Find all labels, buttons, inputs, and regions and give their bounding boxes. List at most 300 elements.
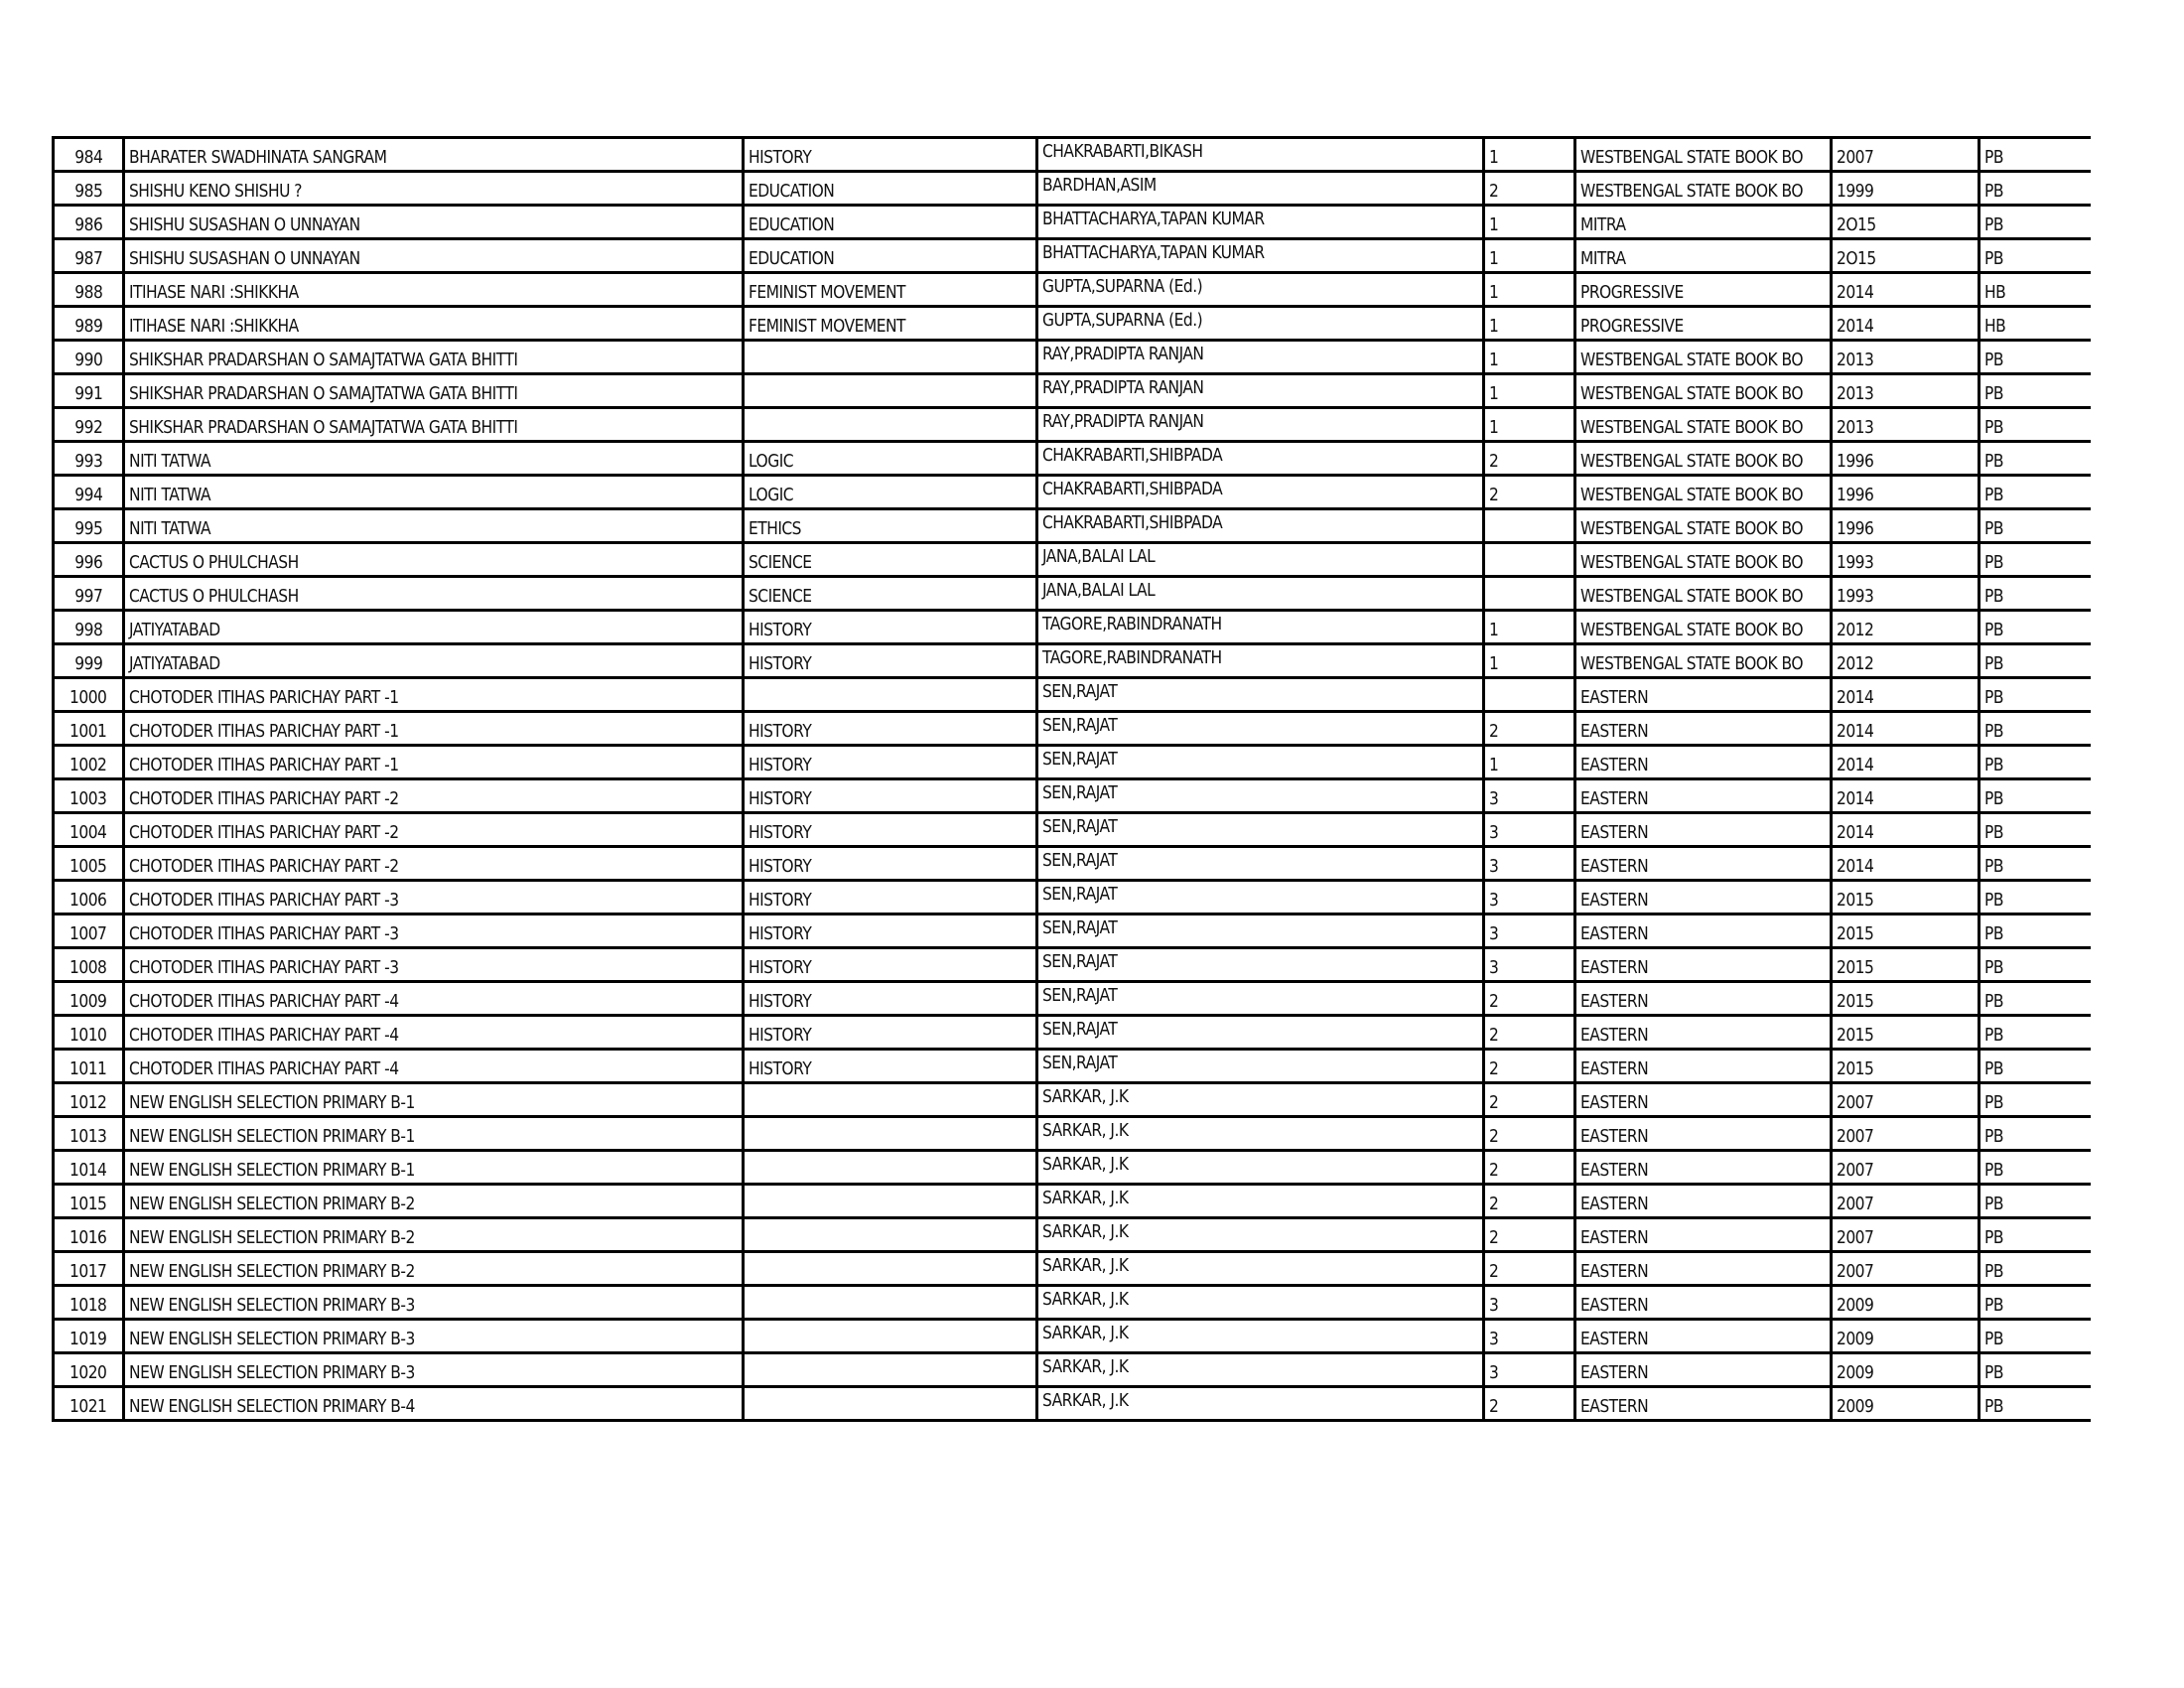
cell-title-text: NEW ENGLISH SELECTION PRIMARY B-2 [129, 1194, 415, 1214]
cell-year [1832, 1151, 1979, 1185]
cell-title-text: SHISHU SUSASHAN O UNNAYAN [129, 248, 360, 269]
cell-year-text: 2014 [1837, 316, 1874, 337]
cell-binding-text: PB [1984, 417, 2003, 438]
cell-copies-text: 2 [1489, 1227, 1499, 1248]
cell-binding [1979, 239, 2091, 273]
cell-year [1832, 914, 1979, 948]
cell-author [1037, 543, 1484, 577]
cell-number-text: 1003 [69, 788, 107, 809]
cell-year [1832, 1083, 1979, 1117]
cell-number-text: 1014 [69, 1160, 107, 1181]
table-row [54, 712, 2091, 746]
cell-publisher-text: EASTERN [1580, 1362, 1649, 1383]
cell-subject [744, 813, 1037, 847]
cell-publisher [1575, 577, 1832, 611]
cell-author [1037, 847, 1484, 881]
cell-publisher [1575, 1387, 1832, 1421]
cell-title-text: CHOTODER ITIHAS PARICHAY PART -1 [129, 755, 399, 775]
cell-author [1037, 509, 1484, 543]
cell-year-text: 2014 [1837, 822, 1874, 843]
cell-number-text: 1007 [69, 923, 107, 944]
cell-binding [1979, 611, 2091, 644]
cell-binding-text: PB [1984, 721, 2003, 742]
cell-author-text: SARKAR, J.K [1042, 1255, 1129, 1276]
cell-number-text: 984 [73, 147, 103, 168]
cell-number [54, 948, 124, 982]
cell-year [1832, 206, 1979, 239]
cell-year [1832, 341, 1979, 374]
cell-author-text: SEN,RAJAT [1042, 749, 1118, 770]
table-row [54, 611, 2091, 644]
cell-number-text: 1018 [69, 1295, 107, 1316]
cell-number-text: 992 [73, 417, 103, 438]
cell-number-text: 995 [73, 518, 103, 539]
cell-publisher-text: EASTERN [1580, 890, 1649, 911]
cell-title [124, 847, 744, 881]
cell-copies-text: 1 [1489, 620, 1499, 640]
cell-binding-text: PB [1984, 1160, 2003, 1181]
cell-subject-text: HISTORY [749, 1025, 812, 1046]
cell-publisher [1575, 813, 1832, 847]
cell-publisher [1575, 408, 1832, 442]
cell-number-text: 1021 [69, 1396, 107, 1417]
cell-publisher [1575, 1117, 1832, 1151]
cell-author [1037, 1387, 1484, 1421]
cell-copies [1484, 1252, 1575, 1286]
cell-author-text: GUPTA,SUPARNA (Ed.) [1042, 276, 1203, 297]
cell-year [1832, 678, 1979, 712]
cell-binding [1979, 172, 2091, 206]
cell-number-text: 996 [73, 552, 103, 573]
book-list-table [52, 136, 2091, 1422]
cell-publisher-text: WESTBENGAL STATE BOOK BO [1580, 451, 1804, 472]
cell-copies [1484, 273, 1575, 307]
cell-subject [744, 442, 1037, 476]
cell-author [1037, 746, 1484, 779]
cell-title-text: SHIKSHAR PRADARSHAN O SAMAJTATWA GATA BHITTI [129, 417, 518, 438]
cell-copies-text: 2 [1489, 451, 1499, 472]
cell-author [1037, 577, 1484, 611]
cell-binding-text: PB [1984, 383, 2003, 404]
cell-title [124, 543, 744, 577]
cell-binding-text: PB [1984, 755, 2003, 775]
cell-binding-text: PB [1984, 1295, 2003, 1316]
cell-author [1037, 1353, 1484, 1387]
cell-number [54, 1016, 124, 1050]
cell-subject-text: HISTORY [749, 856, 812, 877]
cell-title-text: NEW ENGLISH SELECTION PRIMARY B-1 [129, 1092, 415, 1113]
cell-year-text: 2014 [1837, 687, 1874, 708]
cell-binding [1979, 307, 2091, 341]
cell-publisher-text: WESTBENGAL STATE BOOK BO [1580, 552, 1804, 573]
cell-author [1037, 1185, 1484, 1218]
cell-publisher [1575, 982, 1832, 1016]
cell-copies [1484, 307, 1575, 341]
cell-binding-text: PB [1984, 485, 2003, 505]
cell-title-text: JATIYATABAD [129, 620, 220, 640]
cell-title-text: CHOTODER ITIHAS PARICHAY PART -1 [129, 721, 399, 742]
cell-title-text: ITIHASE NARI :SHIKKHA [129, 316, 299, 337]
cell-year-text: 2O15 [1837, 248, 1876, 269]
table-row [54, 847, 2091, 881]
cell-subject [744, 1387, 1037, 1421]
cell-number-text: 990 [73, 350, 103, 370]
cell-copies [1484, 442, 1575, 476]
cell-publisher-text: EASTERN [1580, 1160, 1649, 1181]
cell-year-text: 2009 [1837, 1329, 1874, 1349]
cell-author [1037, 1286, 1484, 1320]
cell-publisher [1575, 1353, 1832, 1387]
table-row [54, 307, 2091, 341]
cell-year [1832, 982, 1979, 1016]
cell-binding [1979, 1218, 2091, 1252]
cell-author [1037, 442, 1484, 476]
cell-binding-text: PB [1984, 923, 2003, 944]
cell-copies [1484, 746, 1575, 779]
cell-author-text: SEN,RAJAT [1042, 884, 1118, 905]
cell-publisher [1575, 172, 1832, 206]
cell-subject [744, 239, 1037, 273]
cell-subject [744, 1286, 1037, 1320]
cell-year [1832, 1050, 1979, 1083]
cell-title [124, 1151, 744, 1185]
cell-subject [744, 341, 1037, 374]
cell-binding-text: PB [1984, 181, 2003, 202]
cell-subject-text: ETHICS [749, 518, 801, 539]
cell-year [1832, 442, 1979, 476]
cell-title-text: ITIHASE NARI :SHIKKHA [129, 282, 299, 303]
cell-publisher [1575, 1016, 1832, 1050]
cell-year [1832, 543, 1979, 577]
cell-subject-text: EDUCATION [749, 214, 835, 235]
cell-author-text: GUPTA,SUPARNA (Ed.) [1042, 310, 1203, 331]
cell-title [124, 1185, 744, 1218]
cell-publisher [1575, 239, 1832, 273]
cell-publisher [1575, 1252, 1832, 1286]
cell-year [1832, 948, 1979, 982]
cell-copies-text: 2 [1489, 1396, 1499, 1417]
cell-number-text: 1004 [69, 822, 107, 843]
cell-title-text: NEW ENGLISH SELECTION PRIMARY B-3 [129, 1329, 415, 1349]
cell-binding [1979, 1320, 2091, 1353]
cell-title [124, 273, 744, 307]
cell-copies [1484, 1320, 1575, 1353]
cell-copies-text: 2 [1489, 991, 1499, 1012]
cell-copies [1484, 1117, 1575, 1151]
cell-title [124, 712, 744, 746]
cell-year [1832, 509, 1979, 543]
cell-title [124, 341, 744, 374]
cell-title [124, 442, 744, 476]
cell-year-text: 2007 [1837, 1126, 1874, 1147]
cell-binding-text: PB [1984, 552, 2003, 573]
cell-author-text: BHATTACHARYA,TAPAN KUMAR [1042, 209, 1265, 229]
cell-subject [744, 307, 1037, 341]
cell-copies [1484, 982, 1575, 1016]
cell-number-text: 1005 [69, 856, 107, 877]
cell-number-text: 991 [73, 383, 103, 404]
cell-copies [1484, 476, 1575, 509]
cell-subject-text: FEMINIST MOVEMENT [749, 282, 905, 303]
cell-publisher [1575, 442, 1832, 476]
cell-binding [1979, 982, 2091, 1016]
cell-binding [1979, 948, 2091, 982]
cell-number [54, 341, 124, 374]
cell-copies [1484, 948, 1575, 982]
cell-subject [744, 476, 1037, 509]
cell-year [1832, 307, 1979, 341]
cell-number [54, 712, 124, 746]
cell-binding [1979, 1185, 2091, 1218]
cell-number [54, 138, 124, 172]
cell-publisher [1575, 138, 1832, 172]
cell-publisher-text: EASTERN [1580, 687, 1649, 708]
cell-author-text: SEN,RAJAT [1042, 917, 1118, 938]
cell-title-text: CHOTODER ITIHAS PARICHAY PART -4 [129, 991, 399, 1012]
cell-copies [1484, 374, 1575, 408]
cell-binding [1979, 1151, 2091, 1185]
cell-year [1832, 1016, 1979, 1050]
cell-copies-text: 2 [1489, 1160, 1499, 1181]
cell-author-text: SEN,RAJAT [1042, 951, 1118, 972]
cell-author-text: SARKAR, J.K [1042, 1356, 1129, 1377]
cell-publisher-text: EASTERN [1580, 1058, 1649, 1079]
cell-number [54, 543, 124, 577]
cell-publisher [1575, 509, 1832, 543]
cell-binding [1979, 712, 2091, 746]
cell-binding [1979, 914, 2091, 948]
cell-year-text: 2014 [1837, 721, 1874, 742]
cell-author [1037, 779, 1484, 813]
cell-subject-text: HISTORY [749, 620, 812, 640]
cell-publisher-text: EASTERN [1580, 1396, 1649, 1417]
cell-subject-text: FEMINIST MOVEMENT [749, 316, 905, 337]
cell-year-text: 2014 [1837, 282, 1874, 303]
cell-title [124, 644, 744, 678]
cell-binding [1979, 1083, 2091, 1117]
cell-number [54, 1353, 124, 1387]
cell-number-text: 993 [73, 451, 103, 472]
cell-binding-text: PB [1984, 1362, 2003, 1383]
cell-title-text: CHOTODER ITIHAS PARICHAY PART -3 [129, 923, 399, 944]
cell-subject-text: HISTORY [749, 721, 812, 742]
cell-number [54, 408, 124, 442]
cell-binding [1979, 138, 2091, 172]
cell-copies-text: 3 [1489, 1295, 1499, 1316]
cell-copies [1484, 678, 1575, 712]
cell-subject [744, 847, 1037, 881]
cell-title [124, 307, 744, 341]
cell-year [1832, 1353, 1979, 1387]
cell-title [124, 746, 744, 779]
cell-title-text: CACTUS O PHULCHASH [129, 586, 299, 607]
cell-number-text: 1017 [69, 1261, 107, 1282]
cell-copies [1484, 1083, 1575, 1117]
cell-number-text: 985 [73, 181, 103, 202]
cell-number-text: 1015 [69, 1194, 107, 1214]
cell-subject [744, 1083, 1037, 1117]
cell-number-text: 1016 [69, 1227, 107, 1248]
cell-copies-text: 3 [1489, 1362, 1499, 1383]
cell-subject [744, 914, 1037, 948]
table-row [54, 341, 2091, 374]
cell-publisher-text: EASTERN [1580, 1329, 1649, 1349]
cell-publisher [1575, 881, 1832, 914]
cell-author-text: BARDHAN,ASIM [1042, 175, 1157, 196]
cell-subject-text: LOGIC [749, 485, 794, 505]
cell-publisher [1575, 847, 1832, 881]
cell-subject [744, 982, 1037, 1016]
table-row [54, 1286, 2091, 1320]
cell-binding [1979, 509, 2091, 543]
cell-binding [1979, 1387, 2091, 1421]
cell-year [1832, 847, 1979, 881]
cell-publisher-text: WESTBENGAL STATE BOOK BO [1580, 653, 1804, 674]
cell-copies [1484, 1185, 1575, 1218]
cell-author-text: CHAKRABARTI,SHIBPADA [1042, 445, 1223, 466]
cell-publisher-text: EASTERN [1580, 1261, 1649, 1282]
cell-title-text: CHOTODER ITIHAS PARICHAY PART -1 [129, 687, 399, 708]
cell-title-text: JATIYATABAD [129, 653, 220, 674]
cell-binding-text: PB [1984, 788, 2003, 809]
cell-year [1832, 1218, 1979, 1252]
table-row [54, 408, 2091, 442]
cell-year-text: 2012 [1837, 653, 1874, 674]
cell-publisher-text: MITRA [1580, 214, 1626, 235]
cell-author-text: SARKAR, J.K [1042, 1289, 1129, 1310]
table-row [54, 1185, 2091, 1218]
cell-binding-text: HB [1984, 282, 2006, 303]
cell-author [1037, 1050, 1484, 1083]
cell-publisher-text: WESTBENGAL STATE BOOK BO [1580, 518, 1804, 539]
cell-year [1832, 881, 1979, 914]
cell-copies-text: 1 [1489, 147, 1499, 168]
cell-subject [744, 881, 1037, 914]
cell-subject [744, 678, 1037, 712]
cell-author-text: SARKAR, J.K [1042, 1221, 1129, 1242]
cell-number-text: 1013 [69, 1126, 107, 1147]
cell-author [1037, 374, 1484, 408]
cell-binding-text: PB [1984, 822, 2003, 843]
cell-year [1832, 374, 1979, 408]
cell-year-text: 2015 [1837, 1058, 1874, 1079]
cell-author [1037, 273, 1484, 307]
cell-author-text: SEN,RAJAT [1042, 816, 1118, 837]
cell-copies [1484, 1016, 1575, 1050]
cell-title-text: CHOTODER ITIHAS PARICHAY PART -4 [129, 1025, 399, 1046]
cell-author-text: SARKAR, J.K [1042, 1323, 1129, 1343]
cell-title [124, 914, 744, 948]
cell-subject-text: HISTORY [749, 822, 812, 843]
cell-author [1037, 914, 1484, 948]
cell-author-text: CHAKRABARTI,SHIBPADA [1042, 512, 1223, 533]
cell-copies-text: 2 [1489, 721, 1499, 742]
cell-year-text: 2007 [1837, 1160, 1874, 1181]
cell-author [1037, 172, 1484, 206]
cell-subject [744, 1016, 1037, 1050]
table-row [54, 442, 2091, 476]
cell-number [54, 273, 124, 307]
cell-subject [744, 374, 1037, 408]
cell-number [54, 442, 124, 476]
cell-number [54, 914, 124, 948]
cell-publisher-text: EASTERN [1580, 856, 1649, 877]
cell-publisher-text: WESTBENGAL STATE BOOK BO [1580, 485, 1804, 505]
cell-copies-text: 1 [1489, 653, 1499, 674]
cell-publisher [1575, 948, 1832, 982]
cell-binding-text: PB [1984, 586, 2003, 607]
cell-author-text: SEN,RAJAT [1042, 715, 1118, 736]
cell-copies-text: 2 [1489, 1261, 1499, 1282]
cell-number-text: 1008 [69, 957, 107, 978]
cell-copies [1484, 644, 1575, 678]
cell-number-text: 1020 [69, 1362, 107, 1383]
cell-number-text: 986 [73, 214, 103, 235]
cell-copies-text: 1 [1489, 214, 1499, 235]
cell-year-text: 2014 [1837, 856, 1874, 877]
cell-copies-text: 1 [1489, 350, 1499, 370]
cell-binding-text: PB [1984, 687, 2003, 708]
cell-title-text: NEW ENGLISH SELECTION PRIMARY B-1 [129, 1160, 415, 1181]
cell-author [1037, 341, 1484, 374]
cell-number [54, 1117, 124, 1151]
cell-copies-text: 1 [1489, 282, 1499, 303]
cell-publisher-text: EASTERN [1580, 1092, 1649, 1113]
cell-year [1832, 172, 1979, 206]
cell-author [1037, 408, 1484, 442]
cell-number [54, 881, 124, 914]
cell-title-text: NITI TATWA [129, 518, 211, 539]
cell-binding-text: PB [1984, 1329, 2003, 1349]
cell-year [1832, 1185, 1979, 1218]
cell-title-text: NEW ENGLISH SELECTION PRIMARY B-2 [129, 1227, 415, 1248]
table-row [54, 374, 2091, 408]
table-body [54, 138, 2091, 1421]
cell-number-text: 998 [73, 620, 103, 640]
cell-binding [1979, 1117, 2091, 1151]
cell-binding [1979, 543, 2091, 577]
table-row [54, 172, 2091, 206]
cell-copies [1484, 1151, 1575, 1185]
table-row [54, 1117, 2091, 1151]
cell-binding-text: PB [1984, 518, 2003, 539]
table-row [54, 644, 2091, 678]
cell-number [54, 678, 124, 712]
cell-subject [744, 746, 1037, 779]
cell-subject [744, 172, 1037, 206]
cell-number-text: 987 [73, 248, 103, 269]
cell-subject [744, 577, 1037, 611]
cell-publisher [1575, 374, 1832, 408]
cell-binding-text: PB [1984, 1396, 2003, 1417]
cell-title-text: CHOTODER ITIHAS PARICHAY PART -2 [129, 856, 399, 877]
cell-subject-text: LOGIC [749, 451, 794, 472]
cell-author [1037, 138, 1484, 172]
cell-author-text: CHAKRABARTI,SHIBPADA [1042, 479, 1223, 499]
cell-title-text: CACTUS O PHULCHASH [129, 552, 299, 573]
cell-year-text: 2013 [1837, 383, 1874, 404]
cell-copies-text: 2 [1489, 1025, 1499, 1046]
cell-author [1037, 813, 1484, 847]
cell-title-text: CHOTODER ITIHAS PARICHAY PART -3 [129, 890, 399, 911]
cell-author-text: RAY,PRADIPTA RANJAN [1042, 344, 1204, 364]
cell-year-text: 2009 [1837, 1362, 1874, 1383]
cell-subject [744, 1320, 1037, 1353]
cell-publisher-text: WESTBENGAL STATE BOOK BO [1580, 383, 1804, 404]
table-row [54, 948, 2091, 982]
cell-title [124, 948, 744, 982]
cell-author [1037, 881, 1484, 914]
